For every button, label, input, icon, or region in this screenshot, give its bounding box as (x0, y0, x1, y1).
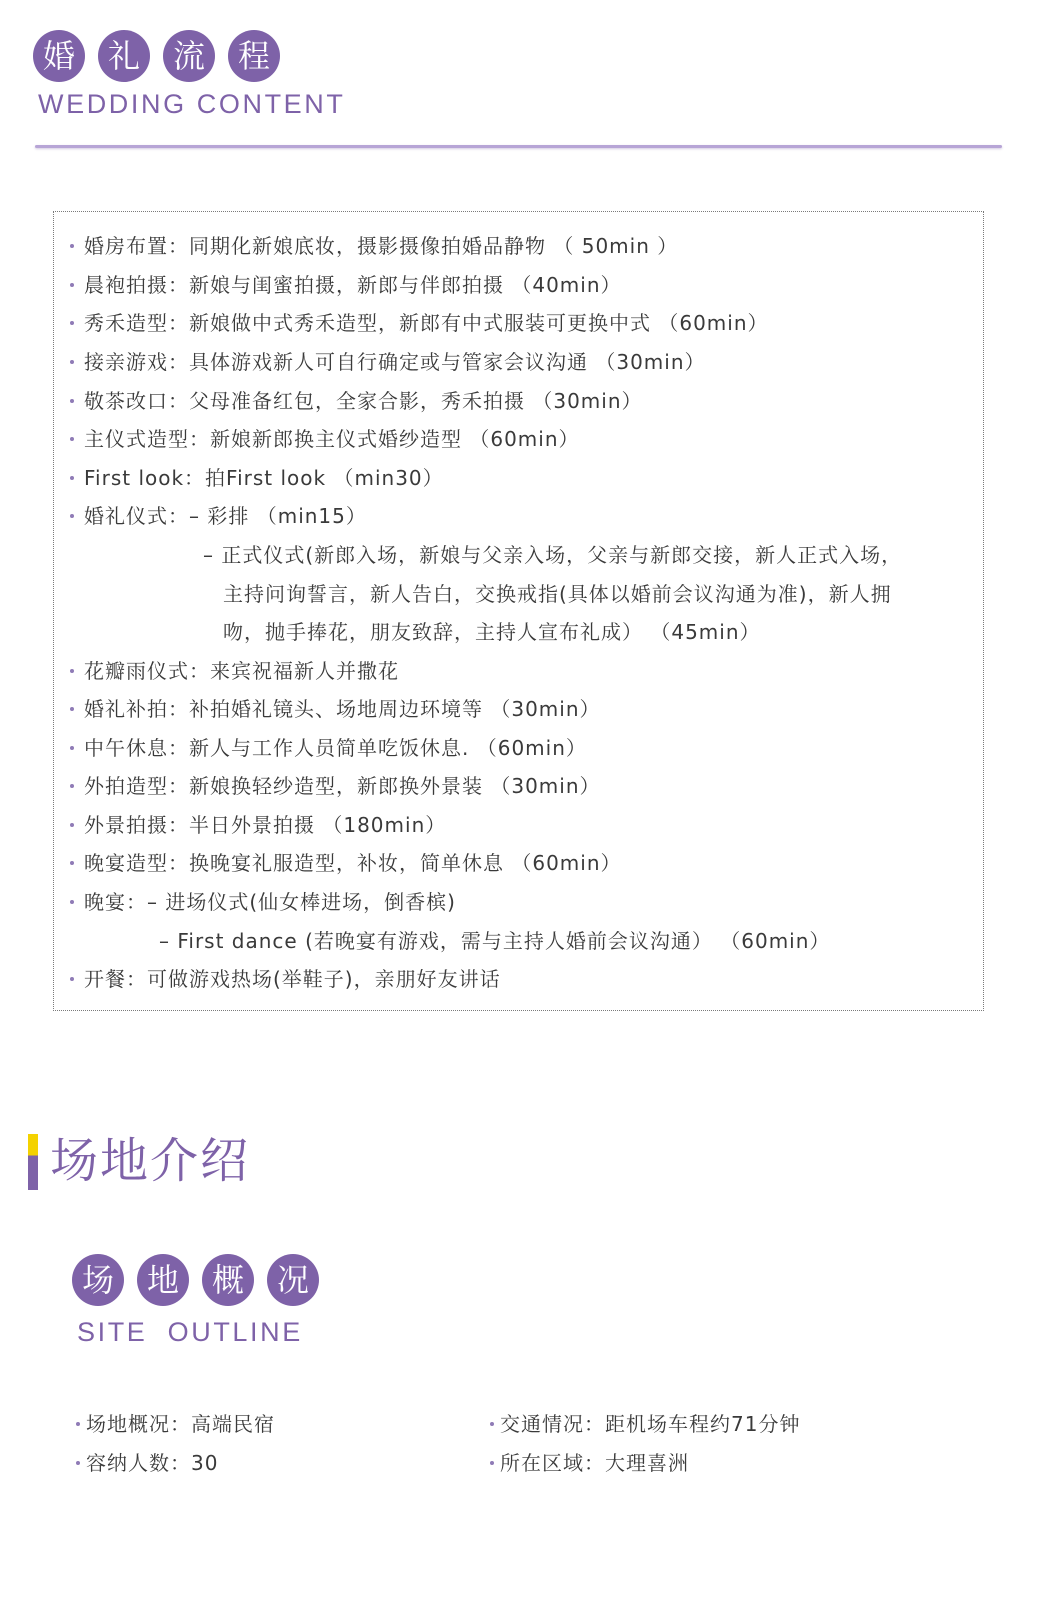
schedule-item: 婚房布置：同期化新娘底妆，摄影摄像拍婚品静物 （ 50min ） (70, 234, 678, 258)
schedule-item: 晚宴：– 进场仪式(仙女棒进场，倒香槟) (70, 890, 456, 914)
wedding-title-circles (33, 30, 293, 82)
site-area: 所在区域：大理喜洲 (490, 1451, 689, 1475)
schedule-item: 晚宴造型：换晚宴礼服造型，补妆，简单休息 （60min） (70, 851, 622, 875)
bullet-icon (76, 1461, 80, 1465)
bullet-icon (70, 244, 74, 248)
bullet-icon (70, 283, 74, 287)
banquet-detail-line: – First dance (若晚宴有游戏，需与主持人婚前会议沟通） （60min） (159, 929, 831, 953)
schedule-item: 敬茶改口：父母准备红包，全家合影，秀禾拍摄 （30min） (70, 389, 643, 413)
schedule-item: 外拍造型：新娘换轻纱造型，新郎换外景装 （30min） (70, 774, 601, 798)
title-char-2: 礼 (98, 30, 150, 82)
site-char-1: 场 (72, 1254, 124, 1306)
bullet-icon (490, 1461, 494, 1465)
title-char-3: 流 (163, 30, 215, 82)
schedule-item: 婚礼补拍：补拍婚礼镜头、场地周边环境等 （30min） (70, 697, 601, 721)
schedule-box (53, 211, 984, 1011)
schedule-item: First look：拍First look （min30） (70, 466, 444, 490)
site-traffic: 交通情况：距机场车程约71分钟 (490, 1412, 800, 1436)
venue-section-title: 场地介绍 (50, 1133, 251, 1189)
section-accent-bar (28, 1134, 38, 1190)
bullet-icon (70, 746, 74, 750)
ceremony-detail-line: 吻，抛手捧花，朋友致辞，主持人宣布礼成） （45min） (223, 620, 761, 644)
schedule-item: 秀禾造型：新娘做中式秀禾造型，新郎有中式服装可更换中式 （60min） (70, 311, 769, 335)
site-subtitle: SITE OUTLINE (77, 1317, 303, 1347)
ceremony-detail-line: – 正式仪式(新郎入场，新娘与父亲入场，父亲与新郎交接，新人正式入场， (203, 543, 903, 567)
title-char-1: 婚 (33, 30, 85, 82)
site-overview: 场地概况：高端民宿 (76, 1412, 275, 1436)
bullet-icon (70, 437, 74, 441)
schedule-item: 花瓣雨仪式：来宾祝福新人并撒花 (70, 659, 399, 683)
bullet-icon (76, 1422, 80, 1426)
schedule-item: 主仪式造型：新娘新郎换主仪式婚纱造型 （60min） (70, 427, 580, 451)
bullet-icon (70, 476, 74, 480)
ceremony-detail-line: 主持问询誓言，新人告白，交换戒指(具体以婚前会议沟通为准)，新人拥 (223, 582, 892, 606)
bullet-icon (70, 784, 74, 788)
wedding-subtitle: WEDDING CONTENT (38, 89, 346, 119)
section-divider (35, 145, 1002, 148)
site-char-2: 地 (137, 1254, 189, 1306)
schedule-item: 晨袍拍摄：新娘与闺蜜拍摄，新郎与伴郎拍摄 （40min） (70, 273, 622, 297)
bullet-icon (70, 707, 74, 711)
bullet-icon (70, 900, 74, 904)
bullet-icon (70, 977, 74, 981)
bullet-icon (70, 861, 74, 865)
bullet-icon (70, 399, 74, 403)
site-char-4: 况 (267, 1254, 319, 1306)
site-title-circles (72, 1254, 332, 1306)
bullet-icon (70, 669, 74, 673)
schedule-item: 中午休息：新人与工作人员简单吃饭休息. （60min） (70, 736, 587, 760)
bullet-icon (70, 514, 74, 518)
schedule-item: 婚礼仪式：– 彩排 （min15） (70, 504, 367, 528)
schedule-item: 开餐：可做游戏热场(举鞋子)，亲朋好友讲话 (70, 967, 501, 991)
bullet-icon (70, 360, 74, 364)
title-char-4: 程 (228, 30, 280, 82)
bullet-icon (490, 1422, 494, 1426)
schedule-item: 外景拍摄：半日外景拍摄 （180min） (70, 813, 446, 837)
bullet-icon (70, 823, 74, 827)
bullet-icon (70, 321, 74, 325)
schedule-item: 接亲游戏：具体游戏新人可自行确定或与管家会议沟通 （30min） (70, 350, 706, 374)
site-char-3: 概 (202, 1254, 254, 1306)
site-capacity: 容纳人数：30 (76, 1451, 218, 1475)
